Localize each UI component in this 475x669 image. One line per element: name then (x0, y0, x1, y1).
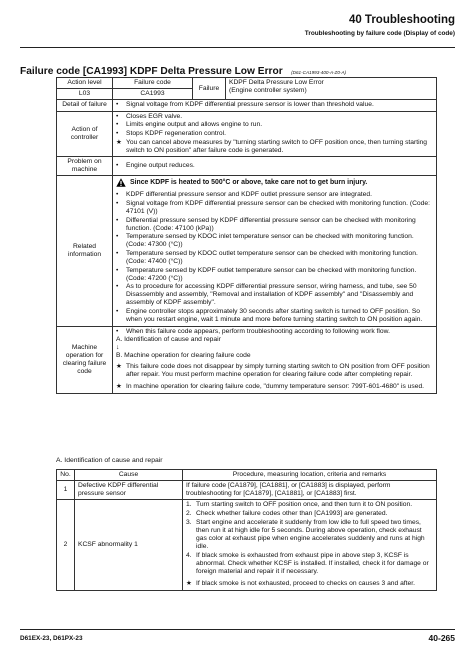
related-bullet: • Differential pressure sensed by KDPF differential pressure sensor can be checked with monitoring function. (Code: 47100 (kPa)) (116, 216, 416, 232)
machine-op-step-b: B. Machine operation for clearing failure code (116, 352, 251, 360)
procedure-step: 4. If black smoke is exhausted from exhaust pipe in above step 3, KCSF is abnormal. Check whether KCSF is installed. If installed, check it for damage or foreign material and repair it if necessary. (186, 551, 429, 575)
failure-code-ref: (D61-CA1993-400-A-Z0-A) (291, 70, 347, 75)
page-number: 40-265 (428, 633, 455, 643)
failure-description-line1: KDPF Delta Pressure Low Error (229, 79, 324, 86)
row-procedure: If failure code [CA1879], [CA1881], or [CA1883] is displayed, perform troubleshooting for [CA1879], [CA1881], or [CA1883] first. (183, 481, 437, 500)
machine-op-note: ★ In machine operation for clearing failure code, "dummy temperature sensor: 799T-601-4680" is used. (116, 383, 425, 391)
failure-title: Failure code [CA1993] KDPF Delta Pressure Low Error (20, 66, 283, 77)
warning-text: Since KDPF is heated to 500°C or above, take care not to get burn injury. (130, 178, 368, 186)
problem-bullet: • Engine output reduces. (116, 161, 195, 169)
failure-description (226, 78, 437, 100)
col-header-no: No. (57, 470, 75, 481)
flow-arrow-icon: ↓ (116, 344, 120, 352)
chapter-subtitle: Troubleshooting by failure code (Display of code) (304, 30, 455, 37)
machine-op-note: ★ This failure code does not disappear by simply turning starting switch to ON position from OFF position after repair. You must perform machine operation for clearing failure code after completing repair. (116, 363, 430, 379)
procedure-step: 3. Start engine and accelerate it suddenly from low idle to full speed two times, then run it at high idle for 5 seconds. During above operation, check exhaust gas color at exhaust pipe when engine accelerates suddenly and runs at high idle. (186, 518, 425, 550)
row-number: 2 (57, 500, 75, 591)
related-bullet: • KDPF differential pressure sensor and KDPF outlet pressure sensor are integrated. (116, 191, 372, 199)
action-level-label: Action level (57, 78, 113, 89)
row-cause: KCSF abnormality 1 (75, 500, 183, 591)
procedure-step: 2. Check whether failure codes other than [CA1993] are generated. (186, 509, 388, 517)
procedure-note: ★ If black smoke is not exhausted, proceed to checks on causes 3 and after. (186, 579, 415, 587)
row-cause: Defective KDPF differential pressure sensor (75, 481, 183, 500)
footer-model: D61EX-23, D61PX-23 (20, 635, 83, 642)
detail-cell (113, 100, 437, 112)
related-label: Related information (57, 176, 113, 326)
star-icon: ★ (116, 363, 122, 371)
failure-description-line2: (Engine controller system) (229, 87, 307, 95)
related-bullet: • Signal voltage from KDPF differential pressure sensor can be checked with monitoring function. (Code: 47101 (V)) (116, 199, 430, 215)
table-row (57, 500, 437, 591)
burn-warning (116, 178, 433, 187)
machine-op-label: Machine operation for clearing failure code (57, 326, 113, 393)
machine-op-intro: • When this failure code appears, perform troubleshooting according to following work flow. (116, 327, 390, 335)
warning-icon (116, 178, 126, 187)
footer-divider (20, 629, 455, 630)
col-header-procedure: Procedure, measuring location, criteria and remarks (183, 470, 437, 481)
star-icon: ★ (186, 579, 192, 587)
failure-code-label: Failure code (113, 78, 193, 89)
detail-label: Detail of failure (57, 100, 113, 112)
action-row (57, 111, 437, 157)
machine-op-row (57, 326, 437, 393)
action-bullet: • Closes EGR valve. (116, 112, 183, 120)
problem-row (57, 157, 437, 176)
related-bullet: • Temperature sensed by KDOC inlet temperature sensor can be checked with monitoring function. (Code: 47300 (°C)) (116, 233, 414, 249)
action-level-value: L03 (57, 89, 113, 100)
action-bullet: • Stops KDPF regeneration control. (116, 129, 226, 137)
col-header-cause: Cause (75, 470, 183, 481)
problem-label: Problem on machine (57, 157, 113, 176)
failure-title-row (20, 61, 455, 77)
related-row (57, 176, 437, 326)
machine-op-cell (113, 326, 437, 393)
related-bullet: • Engine controller stops approximately 30 seconds after starting switch is turned to OFF position. So when you restart engine, wait 1 minute and more before turning starting switch to ON position again. (116, 307, 423, 323)
action-cell (113, 111, 437, 157)
section-a-heading: A. Identification of cause and repair (56, 457, 163, 464)
action-label: Action of controller (57, 111, 113, 157)
row-number: 1 (57, 481, 75, 500)
row-procedure (183, 500, 437, 591)
failure-code-value: CA1993 (113, 89, 193, 100)
star-icon: ★ (116, 138, 122, 146)
machine-op-step-a: A. Identification of cause and repair (116, 336, 221, 344)
detail-bullet: • Signal voltage from KDPF differential pressure sensor is lower than threshold value. (116, 101, 374, 109)
chapter-title: 40 Troubleshooting (348, 14, 455, 26)
failure-label: Failure (193, 78, 226, 100)
related-bullet: • Temperature sensed by KDPF outlet temperature sensor can be checked with monitoring function. (Code: 47200 (°C)) (116, 266, 417, 282)
related-cell (113, 176, 437, 326)
related-bullet: • As to procedure for accessing KDPF differential pressure sensor, wiring harness, and tube, see 50 Disassembly and assembly, "Removal and installation of KDPF assembly" and "Disassembly and assembly of KDPF assembly". (116, 283, 417, 307)
failure-info-table (56, 77, 437, 394)
page-header (20, 14, 455, 48)
table-row (57, 481, 437, 500)
detail-row (57, 100, 437, 112)
related-bullet: • Temperature sensed by KDOC outlet temperature sensor can be checked with monitoring function. (Code: 47400 (°C)) (116, 249, 418, 265)
action-bullet: • Limits engine output and allows engine to run. (116, 121, 263, 129)
action-level-header-row (57, 78, 437, 89)
star-icon: ★ (116, 383, 122, 391)
cause-table (56, 469, 437, 591)
procedure-step: 1. Turn starting switch to OFF position once, and then turn it to ON position. (186, 501, 413, 509)
problem-cell (113, 157, 437, 176)
cause-table-header (57, 470, 437, 481)
action-note: ★ You can cancel above measures by "turning starting switch to OFF position once, then turning starting switch to ON position" after failure code is generated. (116, 138, 427, 154)
